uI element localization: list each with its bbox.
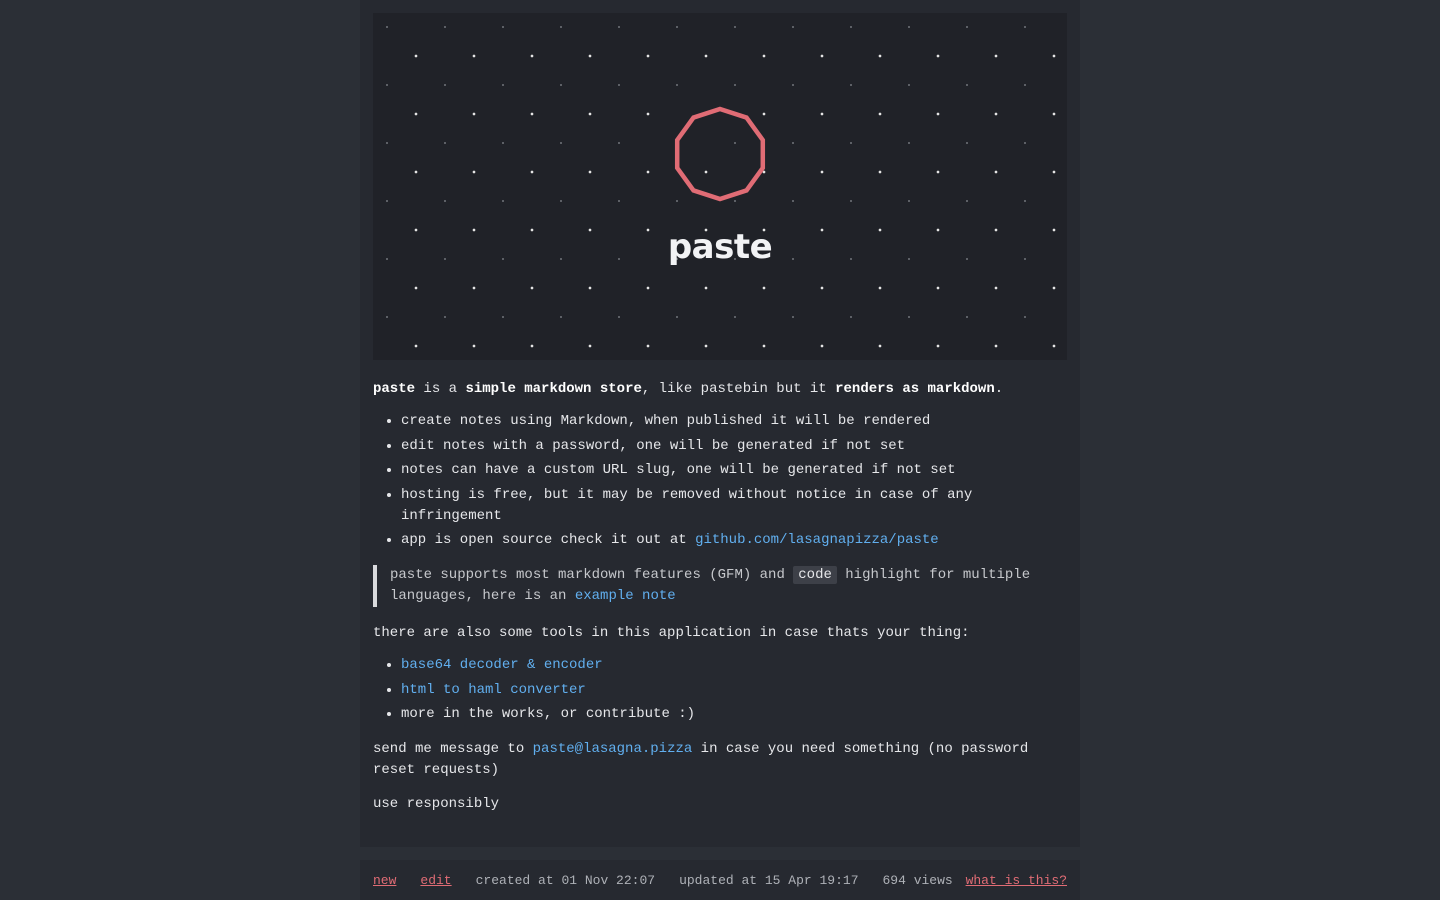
decagon-logo-icon	[672, 106, 768, 202]
note-card	[360, 0, 1080, 847]
contact-text-2: in case you need something (no password reset requests)	[373, 741, 1029, 778]
feature-item: • hosting is free, but it may be removed without notice in case of any infringement	[401, 485, 1067, 527]
example-note-link[interactable]: example note	[574, 588, 676, 604]
contact-paragraph	[373, 739, 1067, 781]
intro-text-3: .	[994, 381, 1004, 397]
quote-text-2: highlight for multiple languages, here is an	[390, 567, 1031, 604]
tool-item	[401, 680, 1067, 701]
hero-title: paste	[667, 227, 773, 267]
what-is-this-link[interactable]: what is this?	[965, 872, 1067, 888]
brand-name: paste	[373, 381, 416, 397]
github-repo-link[interactable]: github.com/lasagnapizza/paste	[695, 532, 939, 548]
feature-item: • create notes using Markdown, when published it will be rendered	[401, 411, 1067, 432]
note-footer	[360, 860, 1080, 900]
intro-bold-2: renders as markdown	[835, 381, 995, 397]
new-note-link[interactable]: new	[373, 872, 397, 888]
view-count: 694 views	[882, 872, 953, 888]
updated-timestamp: updated at 15 Apr 19:17	[679, 872, 859, 888]
tools-lead: there are also some tools in this application in case thats your thing:	[373, 625, 970, 641]
hero-banner	[373, 13, 1067, 360]
feature-item: • notes can have a custom URL slug, one will be generated if not set	[401, 460, 1067, 481]
tool-item	[401, 655, 1067, 676]
quote-text-1: paste supports most markdown features (GFM) and	[390, 567, 794, 583]
created-timestamp: created at 01 Nov 22:07	[475, 872, 656, 888]
intro-text-1: is a	[415, 381, 466, 397]
html-to-haml-tool-link[interactable]: html to haml converter	[401, 681, 586, 698]
note-content	[373, 379, 1067, 815]
intro-bold-1: simple markdown store	[465, 381, 642, 397]
intro-paragraph	[373, 379, 1067, 400]
base64-tool-link[interactable]: base64 decoder & encoder	[401, 657, 603, 673]
feature-list	[373, 411, 1067, 551]
closing-text: use responsibly	[373, 796, 500, 812]
contact-email-link[interactable]: paste@lasagna.pizza	[532, 741, 693, 757]
info-blockquote	[373, 565, 1067, 607]
edit-note-link[interactable]: edit	[420, 872, 452, 888]
feature-item: • edit notes with a password, one will be generated if not set	[401, 436, 1067, 457]
feature-item	[401, 530, 1067, 551]
intro-text-2: , like pastebin but it	[641, 381, 836, 397]
tool-item: • more in the works, or contribute :)	[401, 704, 1067, 725]
inline-code: code	[793, 566, 837, 584]
contact-text-1: send me message to	[373, 741, 533, 757]
feature-item-text: app is open source check it out at	[401, 532, 696, 548]
tools-list	[373, 655, 1067, 725]
